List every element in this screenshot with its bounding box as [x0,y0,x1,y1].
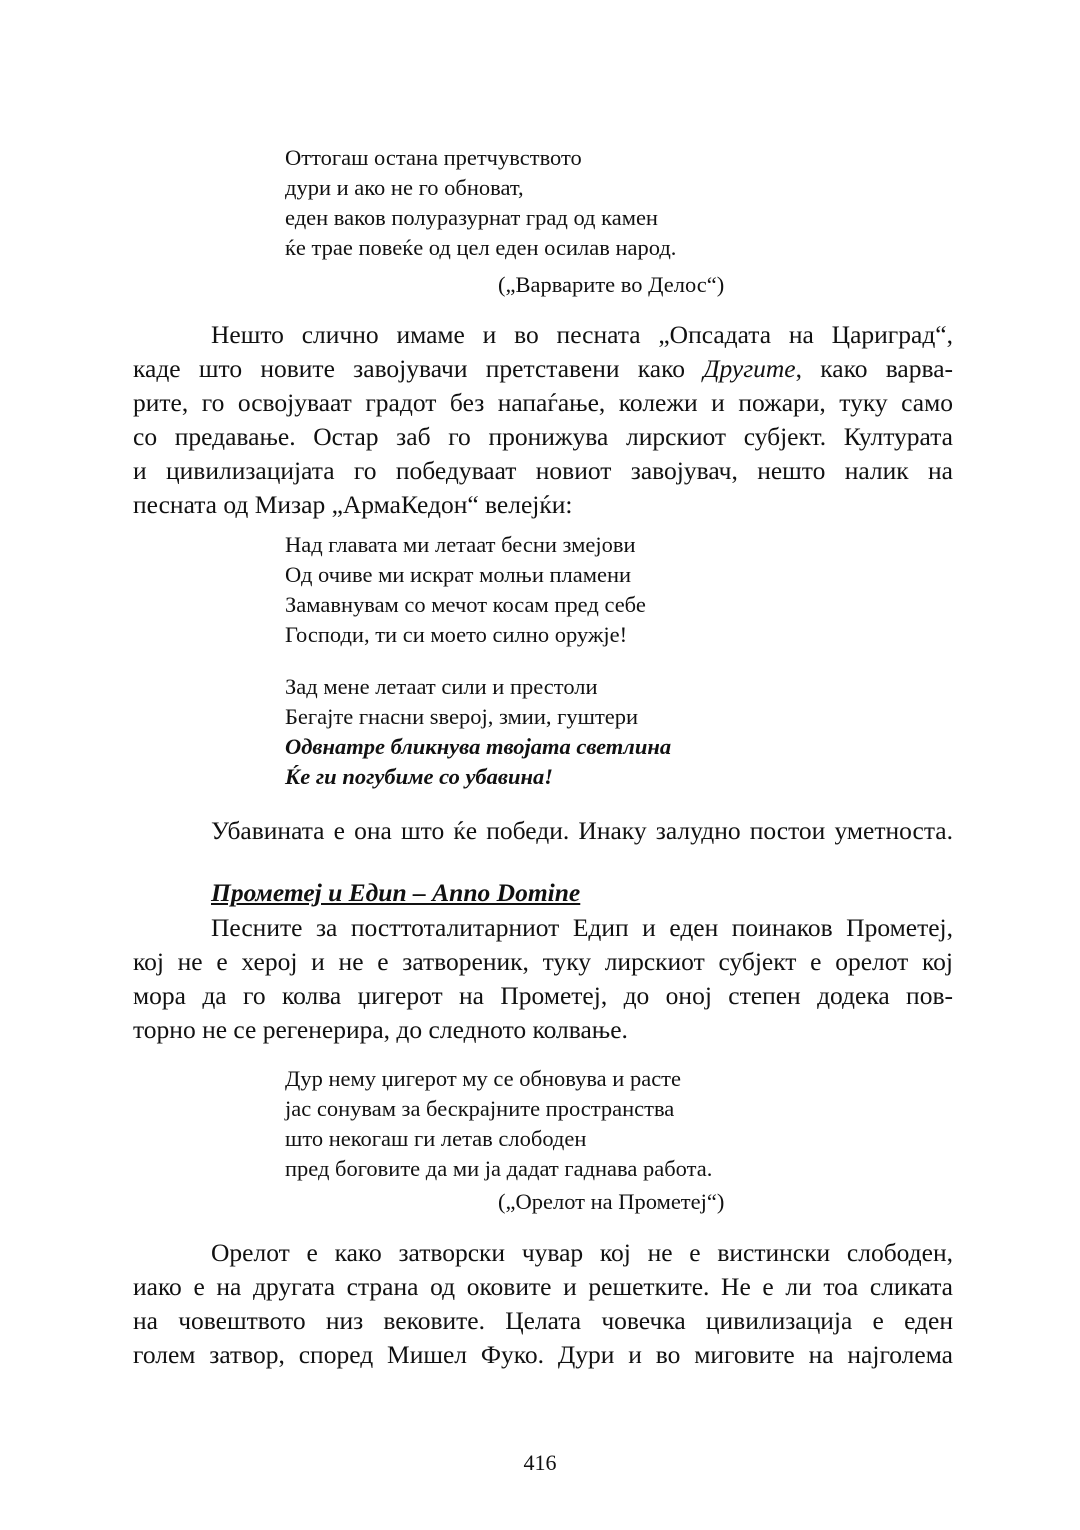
text-run: , како варва- [795,354,953,383]
paragraph-line: песната од Мизар „АрмаКедон“ велејќи: [133,490,573,519]
poem-armakedon-stanza-1 [285,530,845,650]
paragraph [133,814,953,848]
paragraph-line: Орелот е како затворски чувар кој не е вистински слободен, [211,1238,953,1267]
poem-citation: („Орелот на Прометеј“) [498,1189,725,1214]
paragraph-line: Убавината е она што ќе победи. Инаку залудно постои уметноста. [211,816,953,845]
poem-citation: („Варварите во Делос“) [498,272,725,297]
poem-line: јас сонувам за бескрајните пространства [285,1096,675,1121]
paragraph-line: и цивилизацијата го победуваат новиот завојувач, нешто налик на [133,456,953,485]
poem-armakedon-stanza-2 [285,672,845,792]
paragraph-line: голем затвор, според Мишел Фуко. Дури и во миговите на најголема [133,1340,953,1369]
paragraph-line: кој не е херој и не е затвореник, туку лирскиот субјект е орелот кој [133,947,953,976]
poem-line: Зад мене летаат сили и престоли [285,674,598,699]
paragraph-line: мора да го колва џигерот на Прометеј, до оној степен додека пов- [133,981,953,1010]
poem-line: Господи, ти си моето силно оружје! [285,622,628,647]
paragraph-line: Песните за посттоталитарниот Едип и еден поинаков Прометеј, [211,913,953,942]
section-heading: Прометеј и Едип – Anno Domine [211,878,581,907]
poem-line-emphasis: Одвнатре бликнува твојата светлина [285,734,672,759]
poem-line: дури и ако не го обноват, [285,175,524,200]
poem-line: Замавнувам со мечот косам пред себе [285,592,646,617]
poem-orelot-excerpt [285,1064,845,1184]
paragraph-line: Нешто слично имаме и во песната „Опсадата на Цариград“, [211,320,953,349]
text-run: каде што новите завојувачи претставени како [133,354,704,383]
poem-varvarite-excerpt [285,143,845,263]
paragraph [133,1236,953,1372]
italic-term: Другите [703,354,796,383]
poem-line-emphasis: Ќе ги погубиме со убавина! [285,764,553,789]
paragraph-line [133,352,953,386]
poem-line: Над главата ми летаат бесни змејови [285,532,636,557]
paragraph-line: рите, го освојуваат градот без напаѓање, колежи и пожари, туку само [133,388,953,417]
page-number: 416 [523,1450,557,1475]
paragraph-line: иако е на другата страна од оковите и решетките. Не е ли тоа сликата [133,1272,953,1301]
poem-line: Дур нему џигерот му се обновува и расте [285,1066,682,1091]
paragraph [133,318,953,522]
paragraph-line: торно не се регенерира, до следното колвање. [133,1015,628,1044]
poem-line: Бегајте гнасни ѕверој, змии, гуштери [285,704,639,729]
poem-line: пред боговите да ми ја дадат гаднава работа. [285,1156,713,1181]
poem-line: ќе трае повеќе од цел еден осилав народ. [285,235,677,260]
poem-line: Оттогаш остана претчувството [285,145,582,170]
poem-line: еден ваков полуразурнат град од камен [285,205,658,230]
paragraph-line: со предавање. Остар заб го пронижува лирскиот субјект. Културата [133,422,953,451]
poem-line: Од очиве ми искрат молњи пламени [285,562,632,587]
paragraph [133,911,953,1047]
paragraph-line: на човештвото низ вековите. Целата човечка цивилизација е еден [133,1306,953,1335]
poem-line: што некогаш ги летав слободен [285,1126,587,1151]
